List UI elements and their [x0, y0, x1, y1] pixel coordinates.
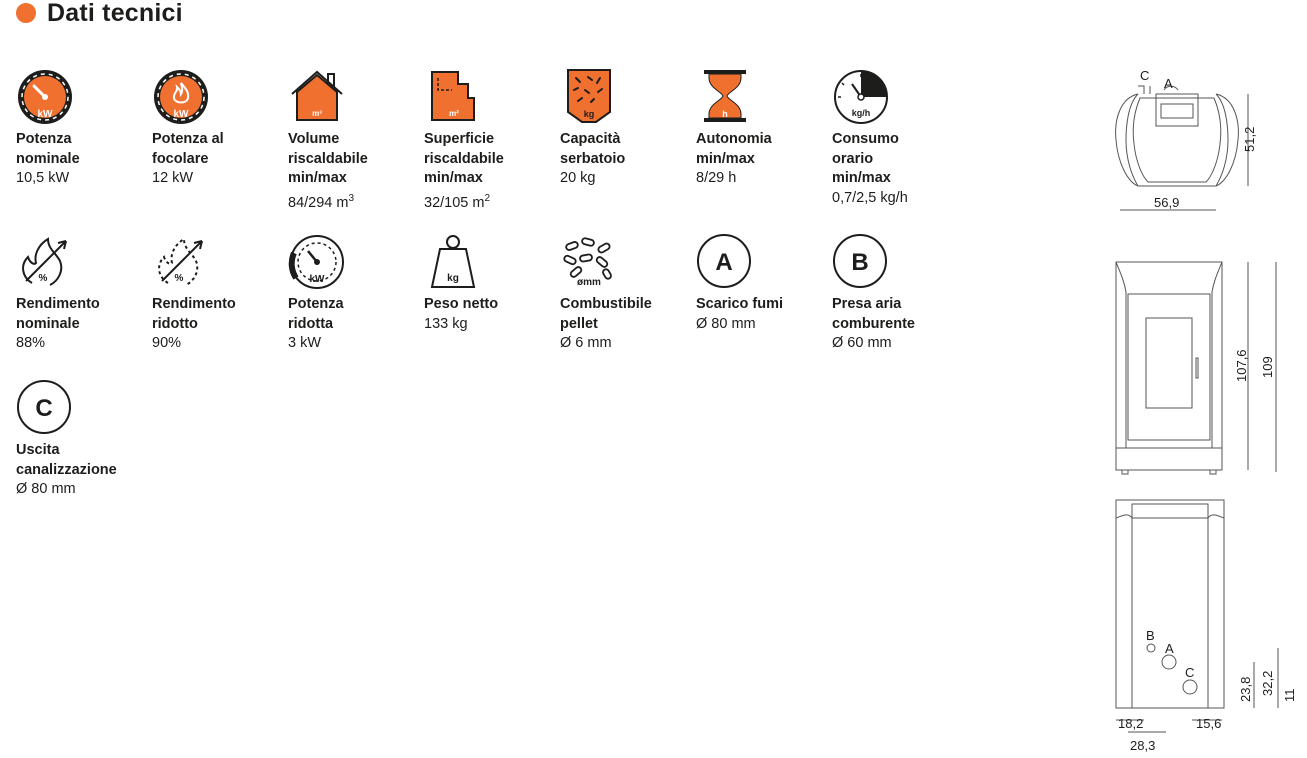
spec-value: Ø 60 mm [832, 335, 892, 351]
svg-text:%: % [38, 273, 48, 284]
consumption-clock-icon [832, 68, 890, 126]
spec-volume [288, 68, 420, 213]
pellets-icon [560, 233, 618, 291]
svg-text:m³: m³ [312, 109, 322, 118]
efficiency-flame-icon [16, 233, 74, 291]
spec-name: Rendimento nominale [16, 296, 100, 332]
dim-width: 56,9 [1154, 195, 1180, 210]
svg-text:kW: kW [37, 109, 53, 120]
spec-value: 32/105 $m^2$ [424, 192, 491, 211]
dim-height-b: 11 [1282, 688, 1297, 702]
label-b: B [1146, 628, 1155, 643]
spec-potenza-focolare [152, 68, 284, 189]
reduced-power-gauge-icon [288, 233, 346, 291]
spec-name: Rendimento ridotto [152, 296, 236, 332]
label-c: C [1140, 68, 1150, 83]
label-a: A [1164, 76, 1173, 91]
svg-text:A: A [715, 249, 733, 276]
spec-name: Consumo orario min/max [832, 131, 899, 186]
spec-value: 10,5 kW [16, 170, 70, 186]
dim-depth: 28,3 [1130, 738, 1156, 753]
label-c: C [1185, 665, 1195, 680]
spec-peso [424, 233, 556, 334]
spec-name: Superficie riscaldabile min/max [424, 131, 504, 186]
spec-potenza-ridotta [288, 233, 420, 354]
section-header [16, 0, 183, 26]
spec-rendimento-ridotto [152, 233, 284, 354]
spec-superficie [424, 68, 556, 213]
spec-consumo [832, 68, 964, 208]
spec-potenza-nominale [16, 68, 148, 189]
spec-value: 3 kW [288, 335, 322, 351]
house-volume-icon [288, 68, 346, 126]
dim-height-total: 109 [1260, 356, 1275, 378]
spec-value: Ø 6 mm [560, 335, 612, 351]
spec-scarico-fumi [696, 233, 828, 334]
svg-text:C: C [35, 395, 53, 422]
hourglass-icon [696, 68, 754, 126]
label-a: A [1165, 641, 1174, 656]
spec-value: 12 kW [152, 170, 194, 186]
svg-text:kg: kg [447, 273, 459, 284]
spec-name: Potenza al focolare [152, 131, 224, 167]
svg-text:B: B [851, 249, 869, 276]
spec-name: Uscita canalizzazione [16, 442, 117, 478]
dim-height-c: 32,2 [1260, 670, 1275, 696]
spec-name: Presa aria comburente [832, 296, 915, 332]
spec-value: 0,7/2,5 kg/h [832, 189, 908, 206]
svg-text:kW: kW [309, 274, 325, 285]
reduced-efficiency-flame-icon [152, 233, 210, 291]
spec-value: Ø 80 mm [16, 481, 76, 497]
spec-value: 88% [16, 335, 46, 351]
floor-plan-area-icon [424, 68, 482, 126]
pellet-tank-icon [560, 68, 618, 126]
spec-value: 84/294 $m^3$ [288, 192, 355, 211]
spec-name: Volume riscaldabile min/max [288, 131, 368, 186]
spec-rendimento-nominale [16, 233, 148, 354]
svg-text:kg/h: kg/h [851, 108, 871, 118]
letter-b-circle-icon [832, 233, 890, 291]
dim-height-inner: 107,6 [1234, 349, 1249, 382]
weight-icon [424, 233, 482, 291]
spec-uscita-canalizzazione [16, 379, 148, 500]
letter-c-circle-icon [16, 379, 74, 437]
power-gauge-kw-icon [16, 68, 74, 126]
dim-depth: 51,2 [1242, 126, 1257, 152]
spec-name: Scarico fumi [696, 296, 784, 312]
letter-a-circle-icon [696, 233, 754, 291]
spec-name: Autonomia min/max [696, 131, 772, 167]
svg-text:kg: kg [583, 109, 595, 119]
spec-value: 20 kg [560, 170, 596, 186]
dim-right-offset: 15,6 [1196, 716, 1222, 731]
spec-capacita [560, 68, 692, 189]
stove-front-view-drawing [1108, 258, 1288, 478]
svg-text:ømm: ømm [577, 277, 601, 288]
bullet-dot-icon [16, 3, 36, 23]
spec-name: Peso netto [424, 296, 499, 312]
section-title: Dati tecnici [47, 0, 183, 27]
dim-height-a: 23,8 [1238, 676, 1253, 702]
spec-value: 90% [152, 335, 182, 351]
spec-name: Potenza nominale [16, 131, 80, 167]
spec-name: Potenza ridotta [288, 296, 344, 332]
spec-value: 133 kg [424, 315, 468, 332]
spec-combustibile [560, 233, 692, 354]
svg-text:m²: m² [449, 109, 459, 118]
flame-gauge-kw-icon [152, 68, 210, 126]
spec-value: 8/29 h [696, 170, 737, 186]
spec-name: Combustibile pellet [560, 296, 652, 332]
svg-text:kW: kW [173, 109, 189, 120]
spec-presa-aria [832, 233, 964, 354]
svg-text:h: h [722, 109, 728, 119]
spec-value: Ø 80 mm [696, 315, 756, 332]
stove-side-view-drawing [1108, 496, 1298, 758]
spec-name: Capacità serbatoio [560, 131, 626, 167]
spec-autonomia [696, 68, 828, 189]
stove-top-view-drawing [1108, 64, 1258, 224]
dim-left-offset: 18,2 [1118, 716, 1144, 731]
svg-text:%: % [174, 273, 184, 284]
